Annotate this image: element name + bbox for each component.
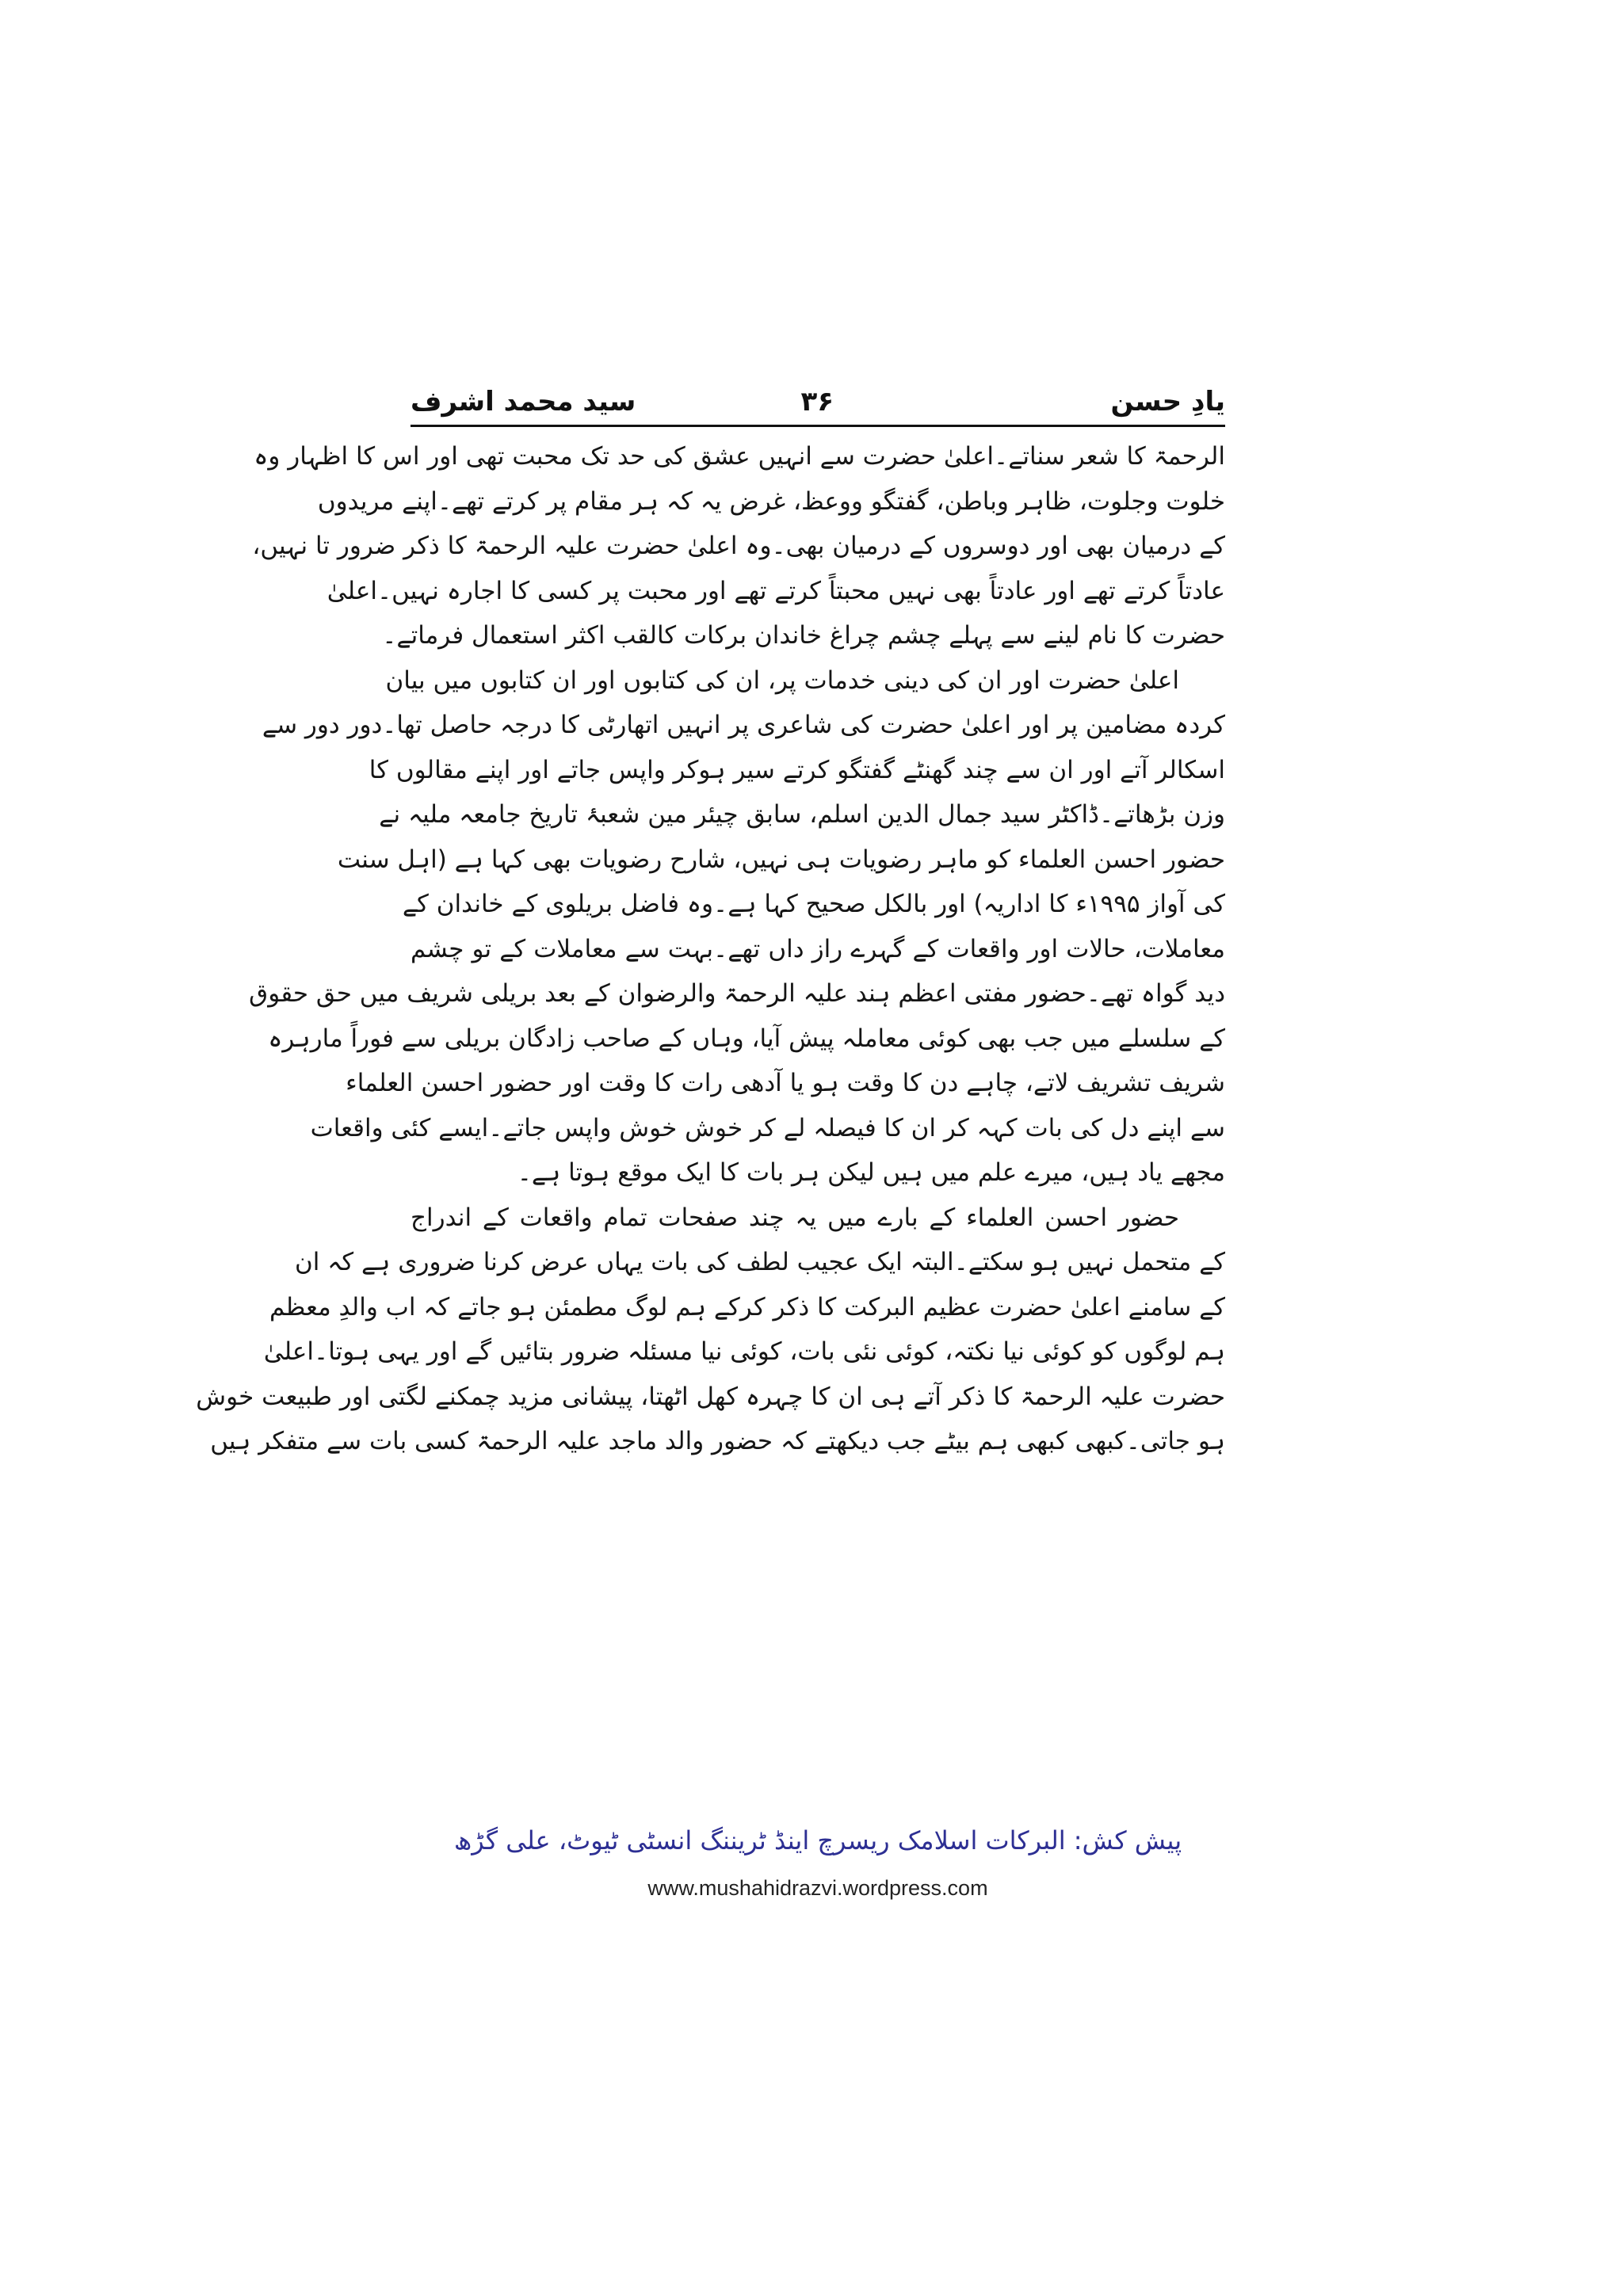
publisher-credit: پیش کش: البرکات اسلامک ریسرچ اینڈ ٹریننگ انسٹی ٹیوٹ، علی گڑھ — [453, 1825, 1182, 1855]
body-text — [196, 434, 1225, 1464]
text-line: سے اپنے دل کی بات کہہ کر ان کا فیصلہ لے کر خوش خوش واپس جاتے۔ایسے کئی واقعات — [310, 1113, 1225, 1142]
book-title: یادِ حسن — [1110, 386, 1225, 418]
text-line: معاملات، حالات اور واقعات کے گہرے راز داں تھے۔بہت سے معاملات کے تو چشم — [411, 934, 1225, 963]
text-line: حضرت علیہ الرحمۃ کا ذکر آتے ہی ان کا چہرہ کھل اٹھتا، پیشانی مزید چمکنے لگتی اور طبیعت خوش — [196, 1382, 1225, 1411]
text-line: کردہ مضامین پر اور اعلیٰ حضرت کی شاعری پر انہیں اتھارٹی کا درجہ حاصل تھا۔دور دور سے — [262, 711, 1225, 739]
text-line: اعلیٰ حضرت اور ان کی دینی خدمات پر، ان کی کتابوں اور ان کتابوں میں بیان — [385, 666, 1179, 695]
text-line: حضور احسن العلماء کو ماہر رضویات ہی نہیں، شارح رضویات بھی کہا ہے (اہل سنت — [337, 845, 1225, 874]
text-line: کے سامنے اعلیٰ حضرت عظیم البرکت کا ذکر کرکے ہم لوگ مطمئن ہو جاتے کہ اب والدِ معظم — [269, 1292, 1225, 1322]
text-line: ہم لوگوں کو کوئی نیا نکتہ، کوئی نئی بات، کوئی نیا مسئلہ ضرور بتائیں گے اور یہی ہوتا۔اعلیٰ — [263, 1337, 1225, 1366]
text-line: کے سلسلے میں جب بھی کوئی معاملہ پیش آیا، وہاں کے صاحب زادگان بریلی سے فوراً مارہرہ — [268, 1024, 1225, 1053]
text-line: حضور احسن العلماء کے بارے میں یہ چند صفحات تمام واقعات کے اندراج — [411, 1203, 1179, 1232]
text-line: حضرت کا نام لینے سے پہلے چشم چراغ خاندان برکات کالقب اکثر استعمال فرماتے۔ — [382, 621, 1225, 650]
text-line: وزن بڑھاتے۔ڈاکٹر سید جمال الدین اسلم، سابق چیئر مین شعبۂ تاریخ جامعہ ملیہ نے — [379, 800, 1225, 829]
text-line: کے متحمل نہیں ہو سکتے۔البتہ ایک عجیب لطف کی بات یہاں عرض کرنا ضروری ہے کہ ان — [295, 1248, 1225, 1276]
text-line: دید گواہ تھے۔حضور مفتی اعظم ہند علیہ الرحمۃ والرضوان کے بعد بریلی شریف میں حق حقوق — [249, 979, 1225, 1008]
running-header — [411, 380, 1225, 423]
text-line: خلوت وجلوت، ظاہر وباطن، گفتگو ووعظ، غرض یہ کہ ہر مقام پر کرتے تھے۔اپنے مریدوں — [317, 486, 1225, 516]
paragraph — [252, 434, 1225, 658]
website-link[interactable]: www.mushahidrazvi.wordpress.com — [647, 1876, 988, 1900]
text-line: کی آواز ۱۹۹۵ء کا اداریہ) اور بالکل صحیح کہا ہے۔وہ فاضل بریلوی کے خاندان کے — [402, 890, 1225, 918]
author-name: سید محمد اشرف — [411, 386, 636, 418]
paragraph — [196, 1196, 1225, 1464]
text-line: اسکالر آتے اور ان سے چند گھنٹے گفتگو کرتے سیر ہوکر واپس جاتے اور اپنے مقالوں کا — [369, 755, 1225, 784]
text-line: الرحمۃ کا شعر سناتے۔اعلیٰ حضرت سے انہیں عشق کی حد تک محبت تھی اور اس کا اظہار وہ — [254, 442, 1225, 471]
header-rule — [411, 425, 1225, 427]
text-line: عادتاً کرتے تھے اور عادتاً بھی نہیں محبتاً کرتے تھے اور محبت پر کسی کا اجارہ نہیں۔اعلیٰ — [327, 576, 1225, 605]
page-number: ۳۶ — [800, 386, 834, 418]
text-line: کے درمیان بھی اور دوسروں کے درمیان بھی۔وہ اعلیٰ حضرت علیہ الرحمۃ کا ذکر ضرور تا نہیں، — [252, 532, 1225, 560]
paragraph — [249, 658, 1225, 1196]
text-line: مجھے یاد ہیں، میرے علم میں ہیں لیکن ہر بات کا ایک موقع ہوتا ہے۔ — [517, 1158, 1225, 1187]
text-line: ہو جاتی۔کبھی کبھی ہم بیٹے جب دیکھتے کہ حضور والد ماجد علیہ الرحمۃ کسی بات سے متفکر ہیں — [210, 1427, 1225, 1455]
text-line: شریف تشریف لاتے، چاہے دن کا وقت ہو یا آدھی رات کا وقت اور حضور احسن العلماء — [346, 1069, 1225, 1097]
